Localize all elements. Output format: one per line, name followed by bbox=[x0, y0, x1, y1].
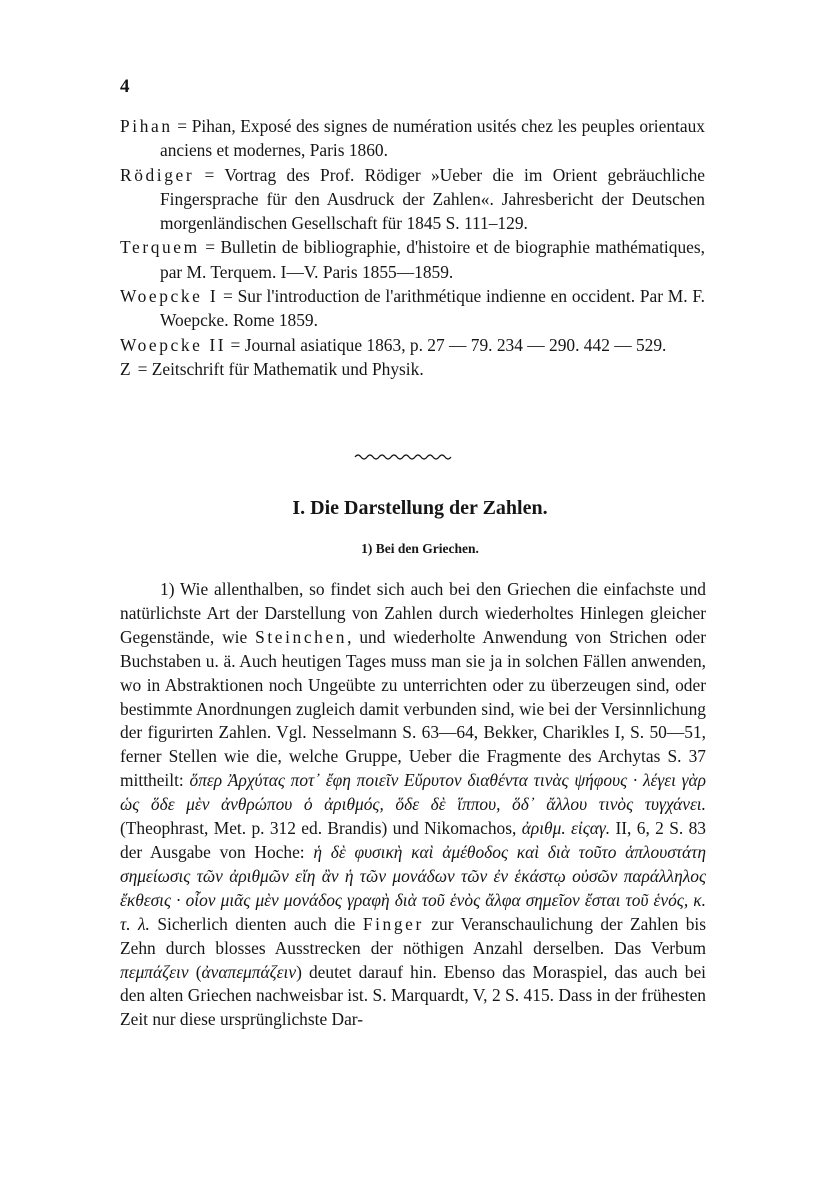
abbreviation-key: Pihan bbox=[120, 116, 173, 136]
abbreviation-text: Zeitschrift für Mathematik und Physik. bbox=[151, 358, 424, 379]
abbreviation-text: Sur l'introduction de l'arithmétique indienne en occident. Par M. F. Woepcke. Rome 1859. bbox=[160, 286, 705, 331]
greek-term: ἀναπεμπάζειν bbox=[201, 961, 297, 982]
abbreviation-entry bbox=[120, 163, 705, 236]
spaced-term: Steinchen bbox=[255, 626, 348, 647]
abbreviation-key: Woepcke II bbox=[120, 334, 227, 355]
wavy-separator-ornament bbox=[354, 452, 452, 460]
abbreviation-entry bbox=[120, 235, 705, 284]
abbreviation-key: Terquem bbox=[120, 237, 200, 258]
text-run: (Theophrast, Met. p. 312 ed. Brandis) und Nikomachos, bbox=[120, 818, 522, 839]
equals-sign: = bbox=[199, 237, 221, 258]
abbreviation-entry bbox=[120, 357, 705, 381]
body-paragraph bbox=[120, 578, 706, 1032]
text-run: zur Veranschaulichung der Zahlen bis Zehn durch blosses Ausstrecken der nöthigen Anzahl derselben. Das Verbum bbox=[120, 913, 706, 958]
abbreviation-key: Woepcke I bbox=[120, 286, 219, 307]
abbreviation-entry bbox=[120, 284, 705, 333]
abbreviation-text: Vortrag des Prof. Rödiger »Ueber die im Orient gebräuchliche Fingersprache für den Ausdruck der Zahlen«. Jahresbericht der Deutschen morgenländischen Gesellschaft für 1845 S. 111–129. bbox=[160, 164, 705, 234]
greek-quotation: ὅπερ Ἀρχύτας ποτ᾽ ἔφη ποιεῖν Εὔρυτον διαθέντα τινὰς ψήφους · λέγει γὰρ ὡς ὅδε μὲν ἀνθρώπου ὁ ἀριθμός, ὅδε δὲ ἵππου, ὅδ᾽ ἄλλου τινὸς τυγχάνει. bbox=[120, 770, 706, 815]
text-run: ) deutet darauf hin. Ebenso das Moraspiel, das auch bei den alten Griechen nachweisbar ist. S. Marquardt, V, 2 S. 415. Dass in der frühesten Zeit nur diese ursprünglichste Dar- bbox=[120, 961, 706, 1030]
chapter-title: I. Die Darstellung der Zahlen. bbox=[292, 497, 548, 519]
greek-term: πεμπάζειν bbox=[120, 961, 189, 982]
text-run: Sicherlich dienten auch die bbox=[149, 913, 363, 934]
greek-title: ἀριθμ. εἰςαγ. bbox=[521, 818, 611, 839]
text-run: , und wiederholte Anwendung von Strichen oder Buchstaben u. ä. Auch heutigen Tages muss man sie ja in solchen Fällen anwenden, wo in Abstraktionen noch Ungeübte zu unterrichten oder zu überzeugen sind, oder bestimmte Anordnungen zugleich damit verbunden sind, wie bei der Versinnlichung der figurirten Zahlen. Vgl. Nesselmann S. 63—64, Bekker, Charikles I, S. 50—51, ferner Stellen wie die, welche Gruppe, Ueber die Fragmente des Archytas S. 37 mittheilt: bbox=[120, 626, 706, 791]
text-run: ( bbox=[188, 961, 202, 982]
equals-sign: = bbox=[194, 164, 225, 185]
abbreviation-entry bbox=[120, 114, 705, 163]
abbreviation-text: Journal asiatique 1863, p. 27 — 79. 234 — 290. 442 — 529. bbox=[244, 334, 667, 355]
equals-sign: = bbox=[218, 286, 238, 307]
abbreviation-key: Rödiger bbox=[120, 164, 195, 185]
abbreviation-text: Pihan, Exposé des signes de numération usités chez les peuples orientaux anciens et modernes, Paris 1860. bbox=[160, 116, 705, 161]
section-title: 1) Bei den Griechen. bbox=[361, 541, 479, 556]
equals-sign: = bbox=[133, 358, 152, 379]
spaced-term: Finger bbox=[362, 913, 424, 934]
equals-sign: = bbox=[172, 116, 192, 136]
abbreviation-key: Z bbox=[120, 358, 134, 379]
equals-sign: = bbox=[226, 334, 245, 355]
abbreviation-list bbox=[120, 114, 705, 381]
greek-quotation: ἡ δὲ φυσικὴ καὶ ἀμέθοδος καὶ διὰ τοῦτο ἁπλουστάτη σημείωσις τῶν ἀριθμῶν εἴη ἂν ἡ τῶν μονάδων τῶν ἐν ἑκάστῳ οὐσῶν παράλληλος ἔκθεσις · οἷον μιᾶς μὲν μονάδος γραφὴ διὰ τοῦ ἑνὸς ἄλφα σημεῖον ἔσται τοῦ ἑνός, κ. τ. λ. bbox=[120, 841, 706, 934]
abbreviation-entry bbox=[120, 333, 705, 357]
text-run: II, 6, 2 S. 83 der Ausgabe von Hoche: bbox=[120, 818, 706, 862]
text-run: 1) Wie allenthalben, so findet sich auch bei den Griechen die einfachste und natürlichste Art der Darstellung von Zahlen durch wiederholtes Hinlegen gleicher Gegenstände, wie bbox=[120, 579, 706, 647]
page-number: 4 bbox=[120, 76, 130, 97]
abbreviation-text: Bulletin de bibliographie, d'histoire et de biographie mathématiques, par M. Terquem. I—V. Paris 1855—1859. bbox=[160, 237, 705, 282]
